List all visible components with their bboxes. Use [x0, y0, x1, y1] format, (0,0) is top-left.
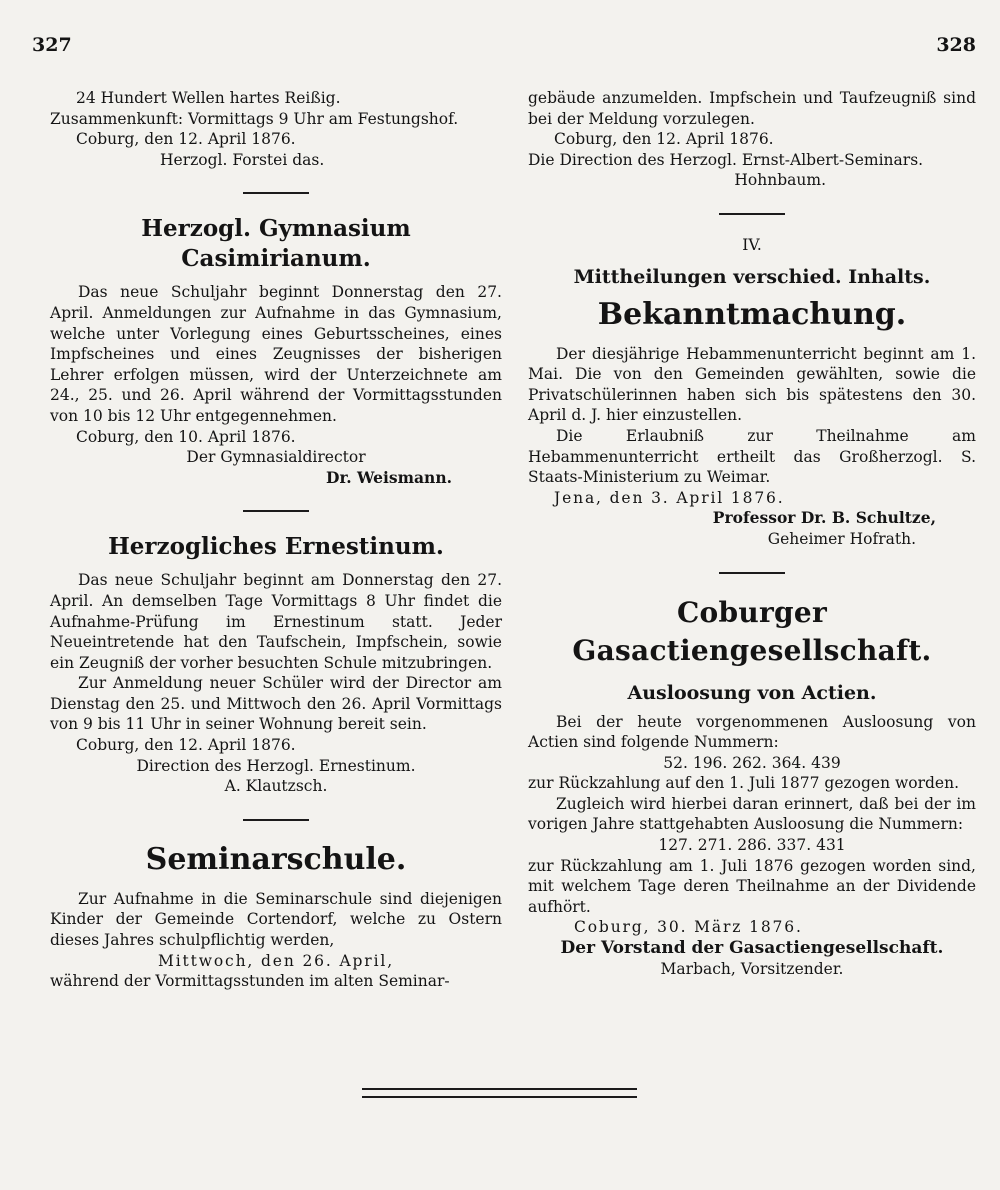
page-number-right: 328: [936, 34, 976, 56]
ernestinum-signature-2: A. Klautzsch.: [224, 777, 328, 796]
separator-rule: [719, 213, 785, 215]
seminarschule-heading: Seminarschule.: [145, 841, 407, 877]
gymnasium-title: Der Gymnasialdirector: [186, 448, 366, 467]
gas-body-3: Zugleich wird hierbei daran erinnert, daß bei der im vorigen Jahre stattgehabten Ausloosung die Nummern:: [528, 794, 976, 834]
gas-date: Coburg, 30. März 1876.: [574, 918, 803, 937]
ernestinum-heading: Herzogliches Ernestinum.: [108, 533, 444, 561]
ernestinum-body-2: Zur Anmeldung neuer Schüler wird der Director am Dienstag den 25. und Mittwoch den 26. April Vormittags von 9 bis 11 Uhr in seiner Wohnung bereit sein.: [50, 674, 502, 734]
notice-ernestinum: [50, 532, 502, 797]
gymnasium-signature: Dr. Weismann.: [326, 467, 452, 487]
bekanntmachung-date: Jena, den 3. April 1876.: [554, 488, 785, 507]
section-numeral: IV.: [742, 235, 762, 254]
section-title: Mittheilungen verschied. Inhalts.: [573, 265, 931, 288]
ernestinum-signature-1: Direction des Herzogl. Ernestinum.: [136, 756, 416, 775]
separator-rule: [243, 510, 309, 512]
notice-signature: Herzogl. Forstei das.: [160, 150, 325, 169]
notice-gymnasium: [50, 214, 502, 488]
section-header: [528, 235, 976, 290]
bekanntmachung-heading: Bekanntmachung.: [597, 296, 907, 332]
gas-heading: Coburger Gasactiengesellschaft.: [572, 595, 932, 667]
gas-subheading: Ausloosung von Actien.: [627, 681, 877, 704]
gas-signature-2: Marbach, Vorsitzender.: [660, 959, 844, 978]
seminar-cont-date: Coburg, den 12. April 1876.: [554, 130, 774, 149]
gymnasium-date: Coburg, den 10. April 1876.: [76, 427, 296, 446]
separator-rule: [243, 819, 309, 821]
notice-line: Zusammenkunft: Vormittags 9 Uhr am Festungshof.: [50, 109, 459, 128]
bekanntmachung-body-2: Die Erlaubniß zur Theilnahme am Hebammenunterricht ertheilt das Großherzogl. S. Staats-Ministerium zu Weimar.: [528, 426, 976, 487]
notice-seminarschule: [50, 841, 502, 992]
gas-numbers-2: 127. 271. 286. 337. 431: [658, 836, 846, 855]
gas-numbers-1: 52. 196. 262. 364. 439: [663, 753, 841, 772]
bekanntmachung-signature-1: Professor Dr. B. Schultze,: [712, 508, 936, 528]
ernestinum-date: Coburg, den 12. April 1876.: [76, 736, 296, 755]
seminarschule-last-line: während der Vormittagsstunden im alten Seminar-: [50, 972, 450, 991]
gas-body-2: zur Rückzahlung auf den 1. Juli 1877 gezogen worden.: [528, 774, 960, 793]
gymnasium-heading: Herzogl. Gymnasium Casimirianum.: [141, 215, 411, 273]
gas-signature-1: Der Vorstand der Gasactiengesellschaft.: [560, 938, 944, 959]
seminar-cont-signature-2: Hohnbaum.: [734, 171, 826, 190]
bekanntmachung-signature-2: Geheimer Hofrath.: [767, 529, 916, 548]
separator-rule: [719, 572, 785, 574]
gas-body-1: Bei der heute vorgenommenen Ausloosung von Actien sind folgende Nummern:: [528, 712, 976, 752]
right-column: [528, 88, 976, 979]
seminar-cont-signature-1: Die Direction des Herzogl. Ernst-Albert-Seminars.: [528, 150, 924, 169]
bekanntmachung-body-1: Der diesjährige Hebammenunterricht beginnt am 1. Mai. Die von den Gemeinden gewählten, sowie die Privatschülerinnen haben sich bis spätestens den 30. April d. J. hier einzustellen.: [528, 344, 976, 425]
seminarschule-body: Zur Aufnahme in die Seminarschule sind diejenigen Kinder der Gemeinde Cortendorf, welche zu Ostern dieses Jahres schulpflichtig werden,: [50, 889, 502, 950]
separator-rule: [243, 192, 309, 194]
notice-line: 24 Hundert Wellen hartes Reißig.: [76, 89, 341, 107]
notice-forestry: [50, 88, 502, 170]
notice-bekanntmachung: [528, 296, 976, 550]
left-column: [50, 88, 502, 992]
bottom-double-rule-bottom: [362, 1096, 637, 1098]
page-number-left: 327: [32, 34, 72, 56]
bottom-double-rule-top: [362, 1088, 637, 1090]
notice-date: Coburg, den 12. April 1876.: [76, 130, 296, 149]
notice-gas-company: [528, 594, 976, 980]
gymnasium-body: Das neue Schuljahr beginnt Donnerstag den 27. April. Anmeldungen zur Aufnahme in das Gymnasium, welche unter Vorlegung eines Geburtsscheines, eines Impfscheines und eines Zeugnisses der bisherigen Lehrer erfolgen müssen, wird der Unterzeichnete am 24., 25. und 26. April während der Vormittagsstunden von 10 bis 12 Uhr entgegennehmen.: [50, 283, 502, 425]
notice-seminar-continued: [528, 88, 976, 191]
ernestinum-body-1: Das neue Schuljahr beginnt am Donnerstag den 27. April. An demselben Tage Vormittags 8 Uhr findet die Aufnahme-Prüfung im Ernestinum statt. Jeder Neueintretende hat den Taufschein, Impfschein, sowie ein Zeugniß der vorher besuchten Schule mitzubringen.: [50, 571, 502, 672]
gas-body-4: zur Rückzahlung am 1. Juli 1876 gezogen worden sind, mit welchem Tage deren Theilnahme an der Dividende aufhört.: [528, 856, 976, 916]
seminar-cont-body: gebäude anzumelden. Impfschein und Taufzeugniß sind bei der Meldung vorzulegen.: [528, 89, 976, 128]
seminarschule-date-line: Mittwoch, den 26. April,: [158, 951, 394, 970]
